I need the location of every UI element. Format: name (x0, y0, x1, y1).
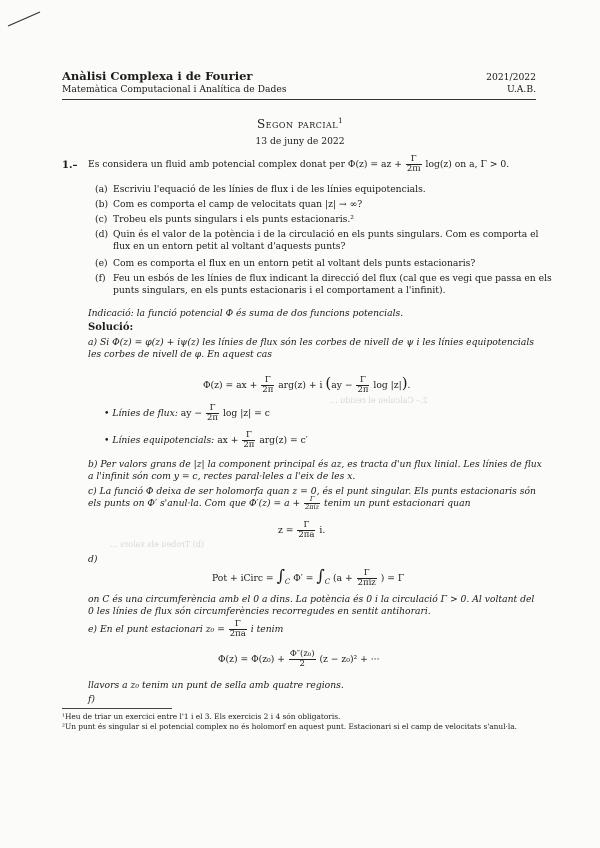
bleed-through-text: (b) Trobeu els valors ... (110, 540, 205, 549)
part-label: (a) (95, 184, 108, 195)
problem-number: 1.– (62, 160, 78, 171)
hint: Indicació: la funció potencial Φ és suma de dos funcions potencials. (88, 308, 404, 319)
solution-a-line1: a) Si Φ(z) = φ(z) + iψ(z) les línies de flux són les corbes de nivell de ψ i les línies equipotencials (88, 337, 534, 348)
pen-mark-icon (4, 6, 44, 30)
academic-year: 2021/2022 (486, 72, 536, 83)
solution-d-line2: 0 les línies de flux són circumferències recorregudes en sentit antihorari. (88, 606, 431, 617)
solution-e-line: e) En el punt estacionari z₀ = $\frac{\Gamma}{2\pi a}$ i tenim (88, 619, 284, 639)
header-rule (62, 99, 536, 100)
part-label: (c) (95, 214, 108, 225)
part-text: Com es comporta el flux en un entorn petit al voltant dels punts estacionaris? (113, 258, 476, 269)
footnote-2: ²Un punt és singular si el potencial complex no és holomorf en aquest punt. Estacionari si el camp de velocitats s'anul·la. (62, 722, 518, 731)
solution-heading: Solució: (88, 322, 134, 333)
equation-phi: Φ(z) = ax + $\frac{\Gamma}{2\pi}$ arg(z) + i (ay − $\frac{\Gamma}{2\pi}$ log |z|). (203, 374, 411, 395)
part-text: Quin és el valor de la potència i de la circulació en els punts singulars. Com es comporta el (113, 229, 539, 240)
bullet-flux-lines: • Línies de flux: ay − $\frac{\Gamma}{2\pi}$ log |z| = c (104, 403, 270, 423)
stationary-point-eq: z = $\frac{\Gamma}{2\pi a}$ i. (278, 520, 326, 540)
part-text: punts singulars, en els punts estacionaris i el comportament a l'infinit). (113, 285, 446, 296)
part-text: Trobeu els punts singulars i els punts estacionaris.² (113, 214, 354, 225)
circulation-equation: Pot + iCirc = $\int_C$ $\Phi' = \int_C$ (a + $\frac{\Gamma}{\text{2πiz}}$ ) = Γ (212, 566, 405, 588)
solution-d-label: d) (88, 554, 98, 565)
solution-d-line1: on C és una circumferència amb el 0 a dins. La potència és 0 i la circulació Γ > 0. Al voltant del (88, 594, 535, 605)
part-text: Com es comporta el camp de velocitats quan |z| → ∞? (113, 199, 363, 210)
solution-a-line2: les corbes de nivell de φ. En aquest cas (88, 349, 272, 360)
footnote-rule (62, 708, 172, 709)
part-label: (e) (95, 258, 108, 269)
bullet-equipotential-lines: • Línies equipotencials: ax + $\frac{\Gamma}{2\pi}$ arg(z) = c′ (104, 430, 308, 450)
solution-f-label: f) (88, 694, 95, 705)
solution-e-conclusion: llavors a z₀ tenim un punt de sella amb quatre regions. (88, 680, 344, 691)
bleed-through-text: 2.– Calculeu el residu ... (330, 396, 428, 405)
problem-statement: Es considera un fluid amb potencial complex donat per Φ(z) = az + $\frac{\Gamma}{2\pi ı}$ log(z) on a, Γ > 0. (88, 154, 510, 174)
program-name: Matemàtica Computacional i Analítica de Dades (62, 84, 287, 95)
part-text: flux en un entorn petit al voltant d'aquests punts? (113, 241, 346, 252)
part-label: (b) (95, 199, 109, 210)
part-text: Escriviu l'equació de les línies de flux i de les línies equipotencials. (113, 184, 426, 195)
footnote-1: ¹Heu de triar un exercici entre l'1 i el 3. Els exercicis 2 i 4 són obligatoris. (62, 712, 341, 721)
part-label: (f) (95, 273, 106, 284)
taylor-expansion-eq: Φ(z) = Φ(z₀) + $\frac{\text{Φ″(z₀)}}{2}$ (z − z₀)² + ··· (218, 649, 380, 669)
solution-b-line1: b) Per valors grans de |z| la component principal és az, es tracta d'un flux linial. Les línies de flux (88, 459, 542, 470)
solution-b-line2: a l'infinit són com y = c, rectes paral·leles a l'eix de les x. (88, 471, 356, 482)
exam-date: 13 de juny de 2022 (255, 136, 345, 147)
part-label: (d) (95, 229, 109, 240)
part-text: Feu un esbós de les línies de flux indicant la direcció del flux (cal que es vegi que passa en els (113, 273, 552, 284)
exam-title: Segon parcial$^1$ (256, 117, 344, 131)
university: U.A.B. (506, 84, 536, 95)
solution-c-line2: els punts on Φ′ s'anul·la. Com que Φ′(z) = a + $\frac{\Gamma}{\text{2πiz}}$ tenim un punt estacionari quan (88, 495, 471, 511)
solution-c-line1: c) La funció Φ deixa de ser holomorfa quan z = 0, és el punt singular. Els punts estacionaris són (88, 486, 536, 497)
course-title: Anàlisi Complexa i de Fourier (62, 69, 253, 83)
